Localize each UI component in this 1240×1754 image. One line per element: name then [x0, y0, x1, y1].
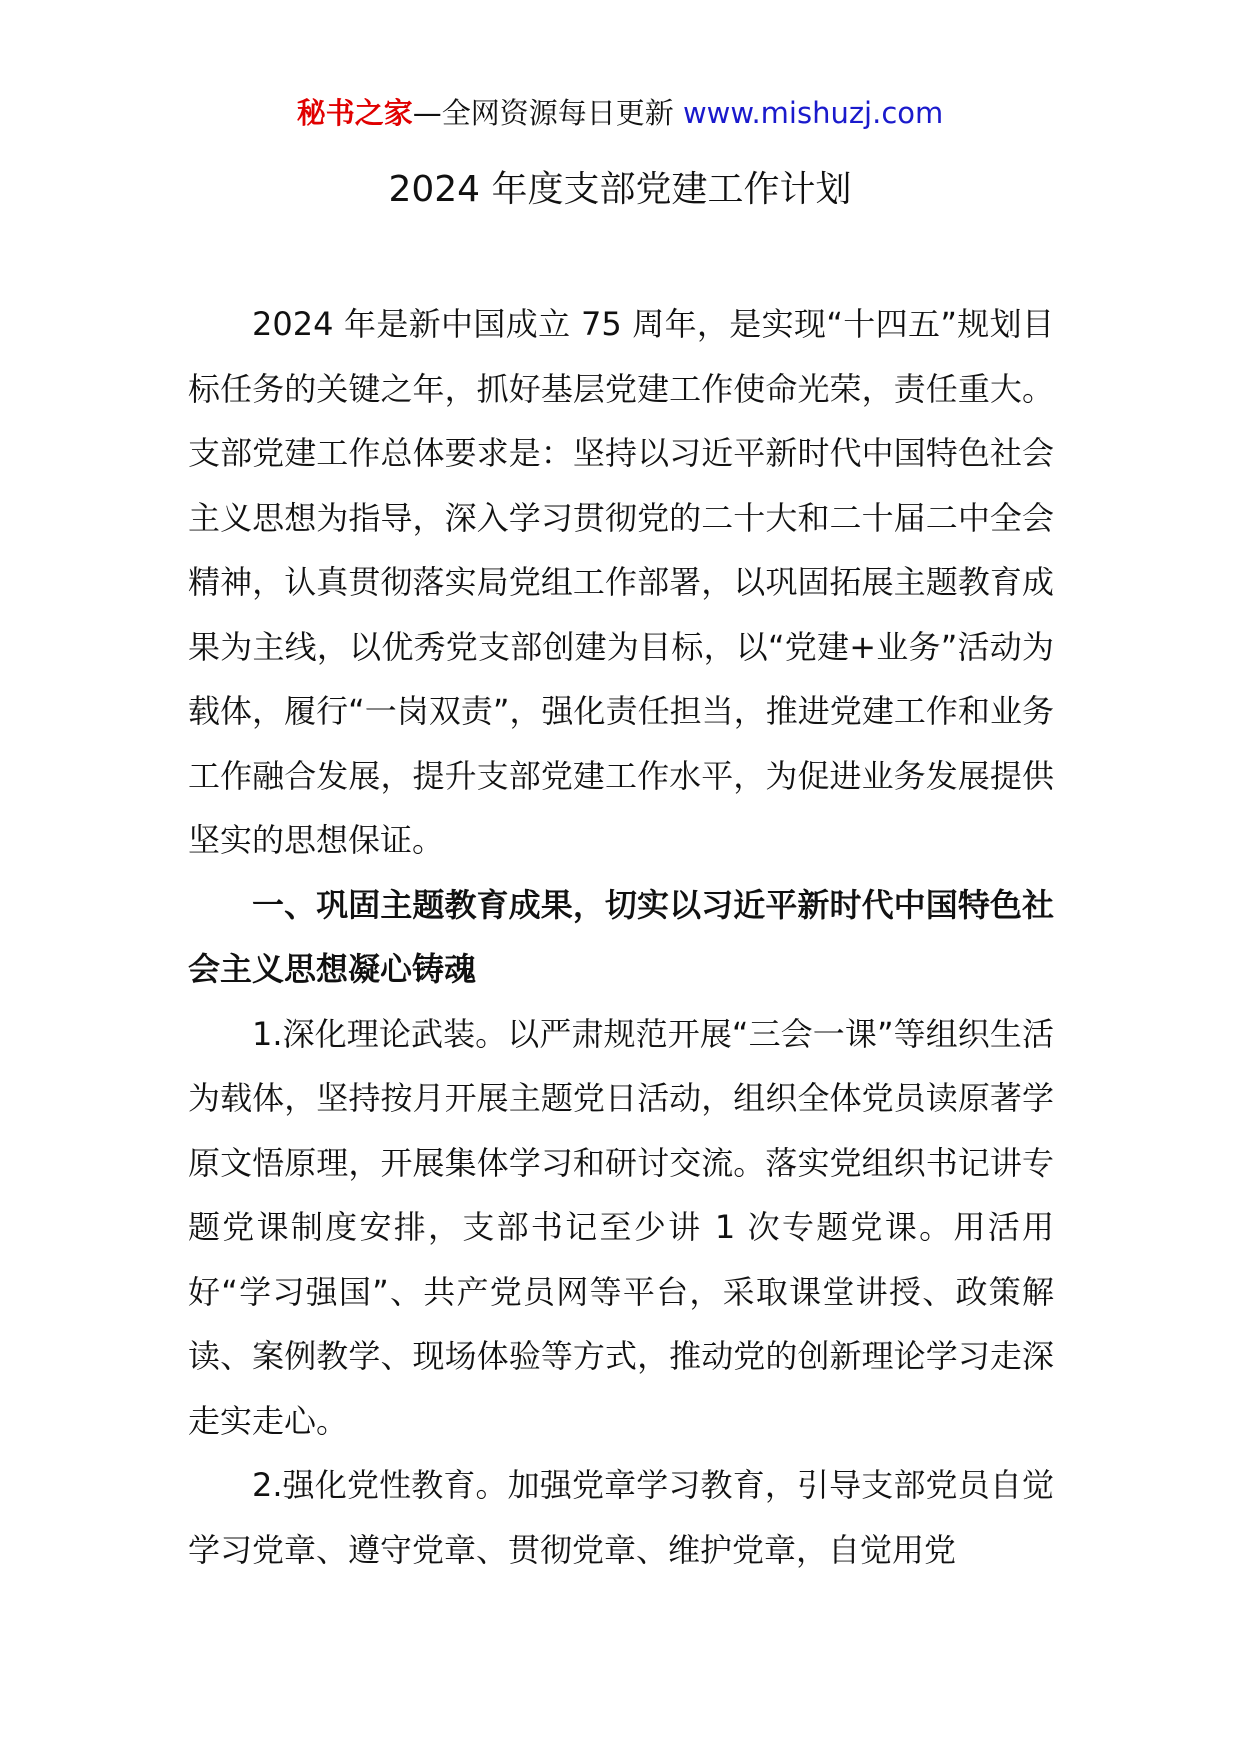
paragraph-item-1: 1.深化理论武装。以严肃规范开展“三会一课”等组织生活为载体，坚持按月开展主题党日活动，组织全体党员读原著学原文悟原理，开展集体学习和研讨交流。落实党组织书记讲专题党课制度安排，支部书记至少讲 1 次专题党课。用活用好“学习强国”、共产党员网等平台，采取课堂讲授、政策解读、案例教学、现场体验等方式，推动党的创新理论学习走深走实走心。	[188, 1014, 1054, 1440]
section-heading-1: 一、巩固主题教育成果，切实以习近平新时代中国特色社会主义思想凝心铸魂	[188, 885, 1054, 988]
paragraph-item-2: 2.强化党性教育。加强党章学习教育，引导支部党员自觉学习党章、遵守党章、贯彻党章、维护党章，自觉用党	[188, 1466, 1054, 1569]
site-header	[0, 93, 1240, 133]
site-tagline: —全网资源每日更新	[412, 96, 683, 130]
document-body	[188, 292, 1054, 1582]
paragraph-intro: 2024 年是新中国成立 75 周年，是实现“十四五”规划目标任务的关键之年，抓好基层党建工作使命光荣，责任重大。支部党建工作总体要求是：坚持以习近平新时代中国特色社会主义思想为指导，深入学习贯彻党的二十大和二十届二中全会精神，认真贯彻落实局党组工作部署，以巩固拓展主题教育成果为主线，以优秀党支部创建为目标，以“党建+业务”活动为载体，履行“一岗双责”，强化责任担当，推进党建工作和业务工作融合发展，提升支部党建工作水平，为促进业务发展提供坚实的思想保证。	[188, 305, 1054, 859]
document-title: 2024 年度支部党建工作计划	[388, 169, 852, 210]
site-brand: 秘书之家	[296, 96, 413, 130]
site-url-link[interactable]: www.mishuzj.com	[682, 96, 944, 130]
